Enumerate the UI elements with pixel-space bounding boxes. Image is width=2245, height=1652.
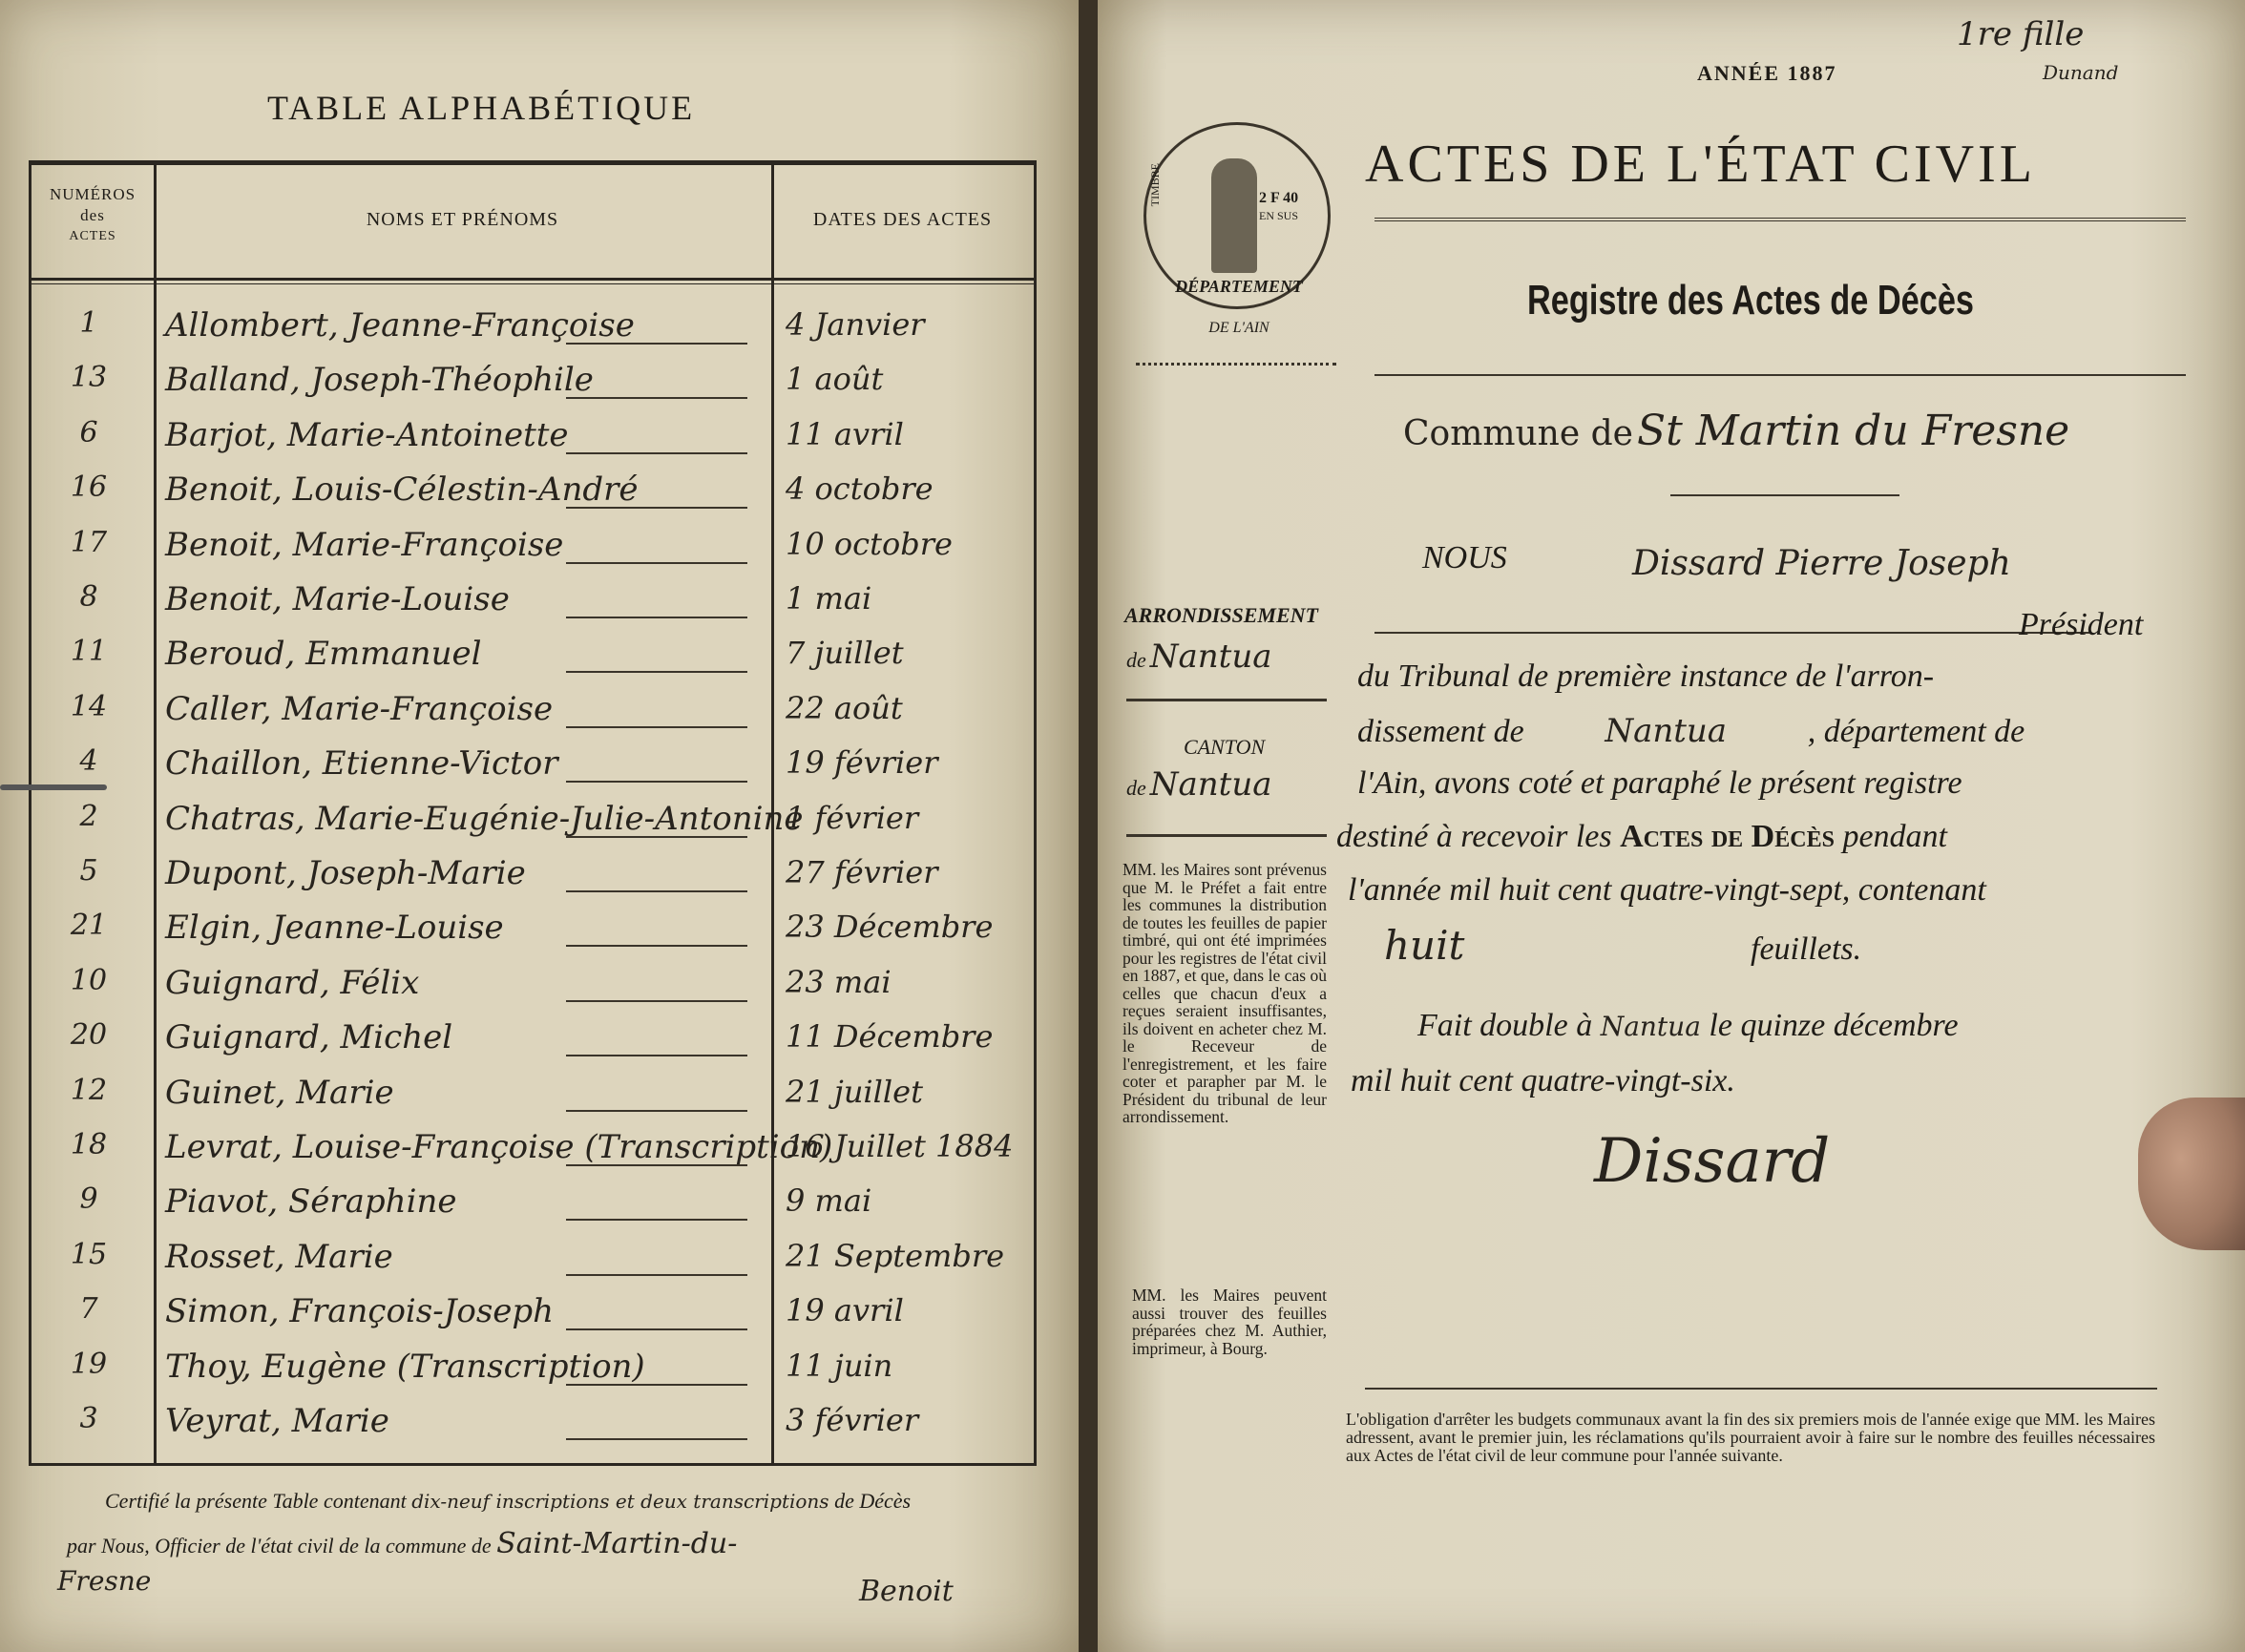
stamp-value2: EN SUS [1259, 209, 1299, 222]
text-seg: pendant [1842, 819, 1947, 854]
act-number: 2 [79, 799, 98, 833]
table-row [31, 361, 1034, 416]
canton-rule [1126, 834, 1327, 837]
person-name: Thoy, Eugène (Transcription) [165, 1347, 645, 1386]
subtitle-rule [1374, 374, 2186, 376]
act-number: 12 [70, 1073, 108, 1107]
person-name: Benoit, Marie-Louise [165, 580, 510, 618]
thumb [2138, 1098, 2245, 1250]
person-name: Levrat, Louise-Françoise (Transcription) [165, 1128, 833, 1166]
act-number: 15 [70, 1237, 108, 1271]
act-number: 3 [79, 1402, 98, 1435]
text-line-3: l'Ain, avons coté et paraphé le présent registre [1357, 765, 1962, 801]
text-bold: Actes de Décès [1620, 819, 1835, 854]
certification-line-2 [67, 1527, 737, 1560]
table-row [31, 854, 1034, 910]
cert-text: de Décès [834, 1489, 912, 1513]
stamp-value: 2 F 40 [1259, 190, 1299, 206]
header-noms: NOMS ET PRÉNOMS [366, 209, 559, 230]
canton-label: CANTON [1184, 735, 1266, 759]
act-date: 21 Septembre [786, 1237, 1005, 1274]
person-name: Guignard, Michel [165, 1018, 453, 1057]
act-date: 21 juillet [786, 1073, 923, 1110]
cert-text: par Nous, Officier de l'état civil de la commune de [67, 1534, 492, 1558]
act-date: 19 février [786, 744, 938, 782]
act-number: 7 [79, 1292, 98, 1327]
table-row [31, 800, 1034, 855]
table-row [31, 1074, 1034, 1129]
act-number: 14 [70, 689, 108, 723]
table-row [31, 1018, 1034, 1074]
act-number: 4 [79, 744, 98, 779]
sheet-count: huit [1384, 922, 1465, 969]
table-row [31, 744, 1034, 800]
act-date: 1 mai [786, 580, 872, 617]
text-seg: Fait double à [1417, 1008, 1593, 1043]
cert-text: Certifié la présente Table contenant [105, 1489, 407, 1513]
act-date: 27 février [786, 854, 938, 890]
text-line-8: mil huit cent quatre-vingt-six. [1351, 1063, 1735, 1098]
bookmark-pin [0, 784, 107, 790]
president-name: Dissard Pierre Joseph [1632, 544, 2011, 583]
text-hw: Nantua [1605, 712, 1728, 750]
text-seg: , département de [1807, 714, 2025, 749]
person-name: Elgin, Jeanne-Louise [165, 909, 504, 948]
text-line-1: du Tribunal de première instance de l'arron- [1357, 659, 1935, 694]
title-rule [1374, 218, 2186, 221]
corner-note: 1re fille [1957, 15, 2085, 53]
person-name: Barjot, Marie-Antoinette [165, 415, 569, 454]
certification-line-1 [105, 1489, 911, 1514]
stamp-ring: TIMBRE [1148, 163, 1162, 207]
header-numeros [31, 184, 154, 247]
table-row [31, 690, 1034, 745]
person-name: Beroud, Emmanuel [165, 635, 482, 674]
text-line-5: l'année mil huit cent quatre-vingt-sept, contenant [1348, 872, 1986, 908]
canton-de: de [1126, 776, 1146, 800]
text-line-7 [1417, 1008, 1959, 1044]
act-number: 10 [70, 963, 108, 997]
table-row [31, 909, 1034, 964]
year-label: ANNÉE 1887 [1697, 61, 1837, 85]
act-date: 23 mai [786, 963, 892, 1000]
header-divider-thin [31, 283, 1034, 284]
text-seg: dissement de [1357, 714, 1524, 749]
table-row [31, 1128, 1034, 1183]
text-line-2 [1357, 712, 2025, 750]
note-maires-2: MM. les Maires peuvent aussi trouver des feuilles préparées chez M. Authier, imprimeur, à Bourg. [1132, 1286, 1327, 1358]
act-date: 11 juin [786, 1347, 893, 1384]
justice-figure-icon [1211, 158, 1257, 273]
act-date: 19 avril [786, 1292, 904, 1329]
person-name: Veyrat, Marie [165, 1402, 389, 1440]
person-name: Guinet, Marie [165, 1073, 394, 1112]
table-title: TABLE ALPHABÉTIQUE [267, 89, 696, 127]
person-name: Benoit, Marie-Françoise [165, 525, 564, 564]
act-number: 13 [70, 361, 108, 395]
table-row [31, 1402, 1034, 1457]
act-number: 11 [70, 635, 108, 669]
table-row [31, 526, 1034, 581]
table-row [31, 964, 1034, 1019]
act-date: 16 Juillet 1884 [786, 1128, 1014, 1164]
text-line-4 [1336, 819, 1947, 855]
act-date: 22 août [786, 689, 903, 726]
stamp-dept: DÉPARTEMENT [1175, 277, 1303, 296]
act-number: 1 [79, 306, 98, 340]
arrondissement-line [1126, 638, 1272, 676]
nous-rule [1374, 632, 2090, 634]
table-row [31, 580, 1034, 636]
person-name: Allombert, Jeanne-Françoise [165, 306, 635, 345]
register-subtitle: Registre des Actes de Décès [1527, 277, 1974, 324]
president-label: Président [2019, 607, 2144, 642]
act-date: 4 Janvier [786, 306, 925, 343]
act-number: 9 [79, 1182, 98, 1217]
act-date: 3 février [786, 1402, 919, 1438]
person-name: Caller, Marie-Françoise [165, 689, 554, 728]
alphabetical-table [29, 160, 1037, 1466]
text-seg: le quinze décembre [1709, 1008, 1959, 1043]
act-number: 16 [70, 471, 108, 505]
person-name: Benoit, Louis-Célestin-André [165, 471, 639, 510]
cert-commune: Saint-Martin-du- [496, 1527, 738, 1560]
table-row [31, 1348, 1034, 1403]
text-seg: feuillets. [1751, 931, 1862, 967]
book-gutter [1079, 0, 1098, 1652]
act-date: 1 février [786, 799, 919, 836]
person-name: Simon, François-Joseph [165, 1292, 555, 1331]
header-divider [31, 278, 1034, 281]
act-date: 11 avril [786, 415, 904, 452]
table-row [31, 306, 1034, 362]
arrondissement-de: de [1126, 648, 1146, 672]
note-maires-1: MM. les Maires sont prévenus que M. le Préfet a fait entre les communes la distribution de toutes les feuilles de papier timbré, qui ont été imprimées pour les registres de l'état civil en 1887, et que, dans le cas où celles que chacun d'eux a reçues seraient insuffisantes, ils doivent en acheter chez M. le Receveur de l'enregistrement, et les faire coter et parapher par M. le Président du tribunal de leur arrondissement. [1122, 860, 1327, 1126]
main-title: ACTES DE L'ÉTAT CIVIL [1365, 135, 2036, 194]
header-dates: DATES DES ACTES [812, 209, 993, 230]
act-date: 10 octobre [786, 525, 953, 562]
commune-label: Commune de [1403, 414, 1633, 453]
person-name: Piavot, Séraphine [165, 1182, 457, 1222]
nous-label: NOUS [1422, 540, 1507, 575]
header-numeros-line: des [80, 206, 105, 224]
table-row [31, 471, 1034, 526]
act-number: 6 [79, 415, 98, 450]
right-page [1098, 0, 2245, 1652]
cert-signature: Benoit [859, 1575, 954, 1608]
canton-line [1126, 765, 1272, 804]
arrondissement-rule [1126, 699, 1327, 701]
person-name: Chatras, Marie-Eugénie-Julie-Antonine [165, 799, 804, 838]
act-date: 7 juillet [786, 635, 904, 672]
cert-commune-cont: Fresne [57, 1565, 152, 1597]
arrondissement-label: ARRONDISSEMENT [1124, 603, 1318, 627]
left-page [0, 0, 1079, 1652]
president-signature: Dissard [1594, 1126, 1831, 1197]
header-numeros-line: NUMÉROS [49, 185, 136, 203]
act-number: 19 [70, 1347, 108, 1381]
person-name: Guignard, Félix [165, 963, 420, 1002]
stamp-dept2: DE L'AIN [1208, 320, 1269, 336]
table-row [31, 1238, 1034, 1293]
person-name: Chaillon, Etienne-Victor [165, 744, 558, 784]
commune-name: St Martin du Fresne [1636, 407, 2070, 455]
table-row [31, 416, 1034, 471]
cert-handwritten: dix-neuf inscriptions et deux transcriptions [411, 1490, 829, 1513]
stamp-rule [1136, 363, 1336, 366]
header-numeros-line: ACTES [69, 229, 116, 243]
act-number: 8 [79, 580, 98, 614]
canton-value: Nantua [1149, 765, 1272, 804]
person-name: Dupont, Joseph-Marie [165, 854, 526, 892]
corner-note-2: Dunand [2043, 61, 2119, 84]
act-number: 18 [70, 1128, 108, 1161]
text-hw: Nantua [1600, 1011, 1701, 1042]
text-seg: destiné à recevoir les [1336, 819, 1612, 854]
footer-rule [1365, 1388, 2157, 1390]
act-date: 4 octobre [786, 471, 934, 508]
table-row [31, 1292, 1034, 1348]
person-name: Balland, Joseph-Théophile [165, 361, 594, 400]
commune-rule [1670, 494, 1899, 496]
act-number: 20 [70, 1018, 108, 1053]
act-date: 9 mai [786, 1182, 872, 1220]
act-number: 5 [79, 854, 98, 888]
act-number: 17 [70, 525, 108, 559]
commune-line [1403, 407, 2069, 455]
person-name: Rosset, Marie [165, 1237, 393, 1276]
act-number: 21 [70, 909, 108, 943]
act-date: 11 Décembre [786, 1018, 994, 1056]
table-row [31, 1182, 1034, 1238]
arrondissement-value: Nantua [1149, 638, 1272, 676]
table-row [31, 635, 1034, 690]
act-date: 23 Décembre [786, 909, 994, 946]
footer-note: L'obligation d'arrêter les budgets communaux avant la fin des six premiers mois de l'année exige que MM. les Maires adressent, avant le premier juin, les réclamations qu'ils pourraient avoir à faire sur le nombre des feuilles nécessaires aux Actes de l'état civil de leur commune pour l'année suivante. [1346, 1410, 2155, 1465]
text-line-6 [1384, 922, 1861, 969]
act-date: 1 août [786, 361, 884, 398]
